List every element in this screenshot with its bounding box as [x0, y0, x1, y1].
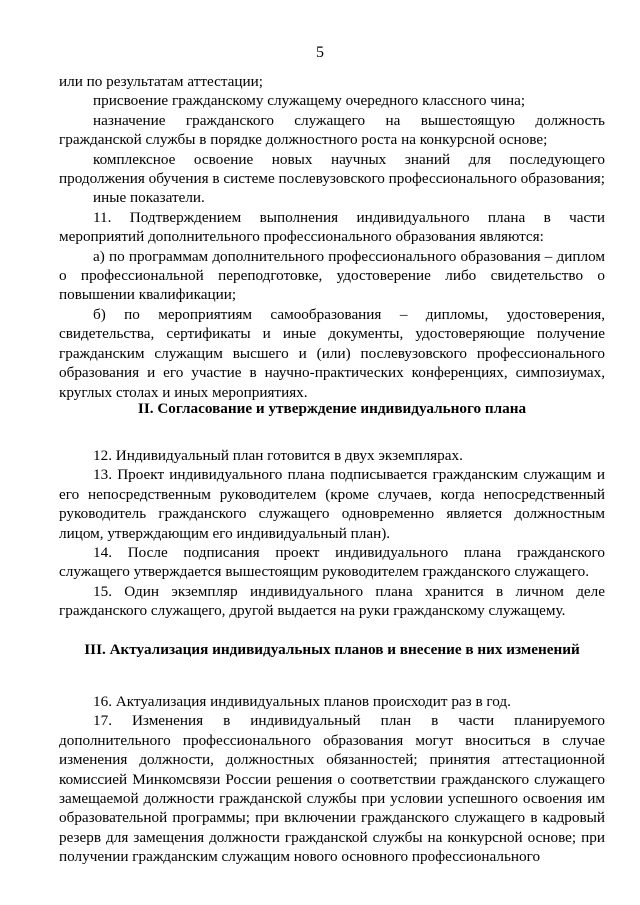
- section-heading-2: II. Согласование и утверждение индивидуального плана: [137, 400, 527, 417]
- paragraph-12: 12. Индивидуальный план готовится в двух экземплярах.: [93, 447, 463, 464]
- paragraph-continuation: или по результатам аттестации;: [59, 73, 263, 90]
- list-item-other-indicators: иные показатели.: [93, 189, 205, 207]
- paragraph-11-a: а) по программам дополнительного профессионального образования – диплом о профессиональной переподготовке, удостоверение либо свидетельство о повышении квалификации;: [59, 247, 605, 304]
- paragraph-13: 13. Проект индивидуального плана подписывается гражданским служащим и его непосредственным руководителем (кроме случаев, когда непосредственный руководитель гражданского служащего одновременно является должностным лицом, утверждающим его индивидуальный план).: [59, 466, 605, 542]
- section-heading-3: III. Актуализация индивидуальных планов и внесение в них изменений: [84, 641, 580, 658]
- paragraph-14: 14. После подписания проект индивидуального плана гражданского служащего утверждается вышестоящим руководителем гражданского служащего.: [59, 544, 605, 581]
- paragraph-11-b: б) по мероприятиям самообразования – дипломы, удостоверения, свидетельства, сертификаты и иные документы, удостоверяющие получение гражданским служащим высшего и (или) послевузовского профессионального образования и его участие в научно-практических конференциях, симпозиумах, круглых столах и иных мероприятиях.: [59, 305, 605, 401]
- list-item-class-rank: присвоение гражданскому служащему очередного классного чина;: [93, 92, 526, 110]
- paragraph-11: 11. Подтверждением выполнения индивидуального плана в части мероприятий дополнительного профессионального образования являются:: [59, 208, 605, 246]
- page-number: 5: [316, 44, 324, 61]
- paragraph-16: 16. Актуализация индивидуальных планов происходит раз в год.: [93, 693, 511, 710]
- text-block-continuation: [59, 72, 605, 402]
- paragraph-17: 17. Изменения в индивидуальный план в части планируемого дополнительного профессионального образования могут вноситься в случае изменения должности, должностных обязанностей; принятия аттестационной комиссией Минкомсвязи России решения о соответствии гражданского служащего замещаемой должности гражданской службы при условии успешного освоения им образовательной программы; при включении гражданского служащего в кадровый резерв для замещения должности гражданской службы на конкурсной основе; при получении гражданским служащим нового основного профессионального: [59, 712, 605, 866]
- list-item-promotion: назначение гражданского служащего на вышестоящую должность гражданской службы в порядке должностного роста на конкурсной основе;: [59, 111, 605, 149]
- list-item-knowledge: комплексное освоение новых научных знаний для последующего продолжения обучения в системе послевузовского профессионального образования;: [59, 150, 605, 188]
- paragraph-15: 15. Один экземпляр индивидуального плана хранится в личном деле гражданского служащего, другой выдается на руки гражданскому служащему.: [59, 582, 605, 620]
- section-3-body: [59, 692, 605, 867]
- section-2-body: [59, 446, 605, 621]
